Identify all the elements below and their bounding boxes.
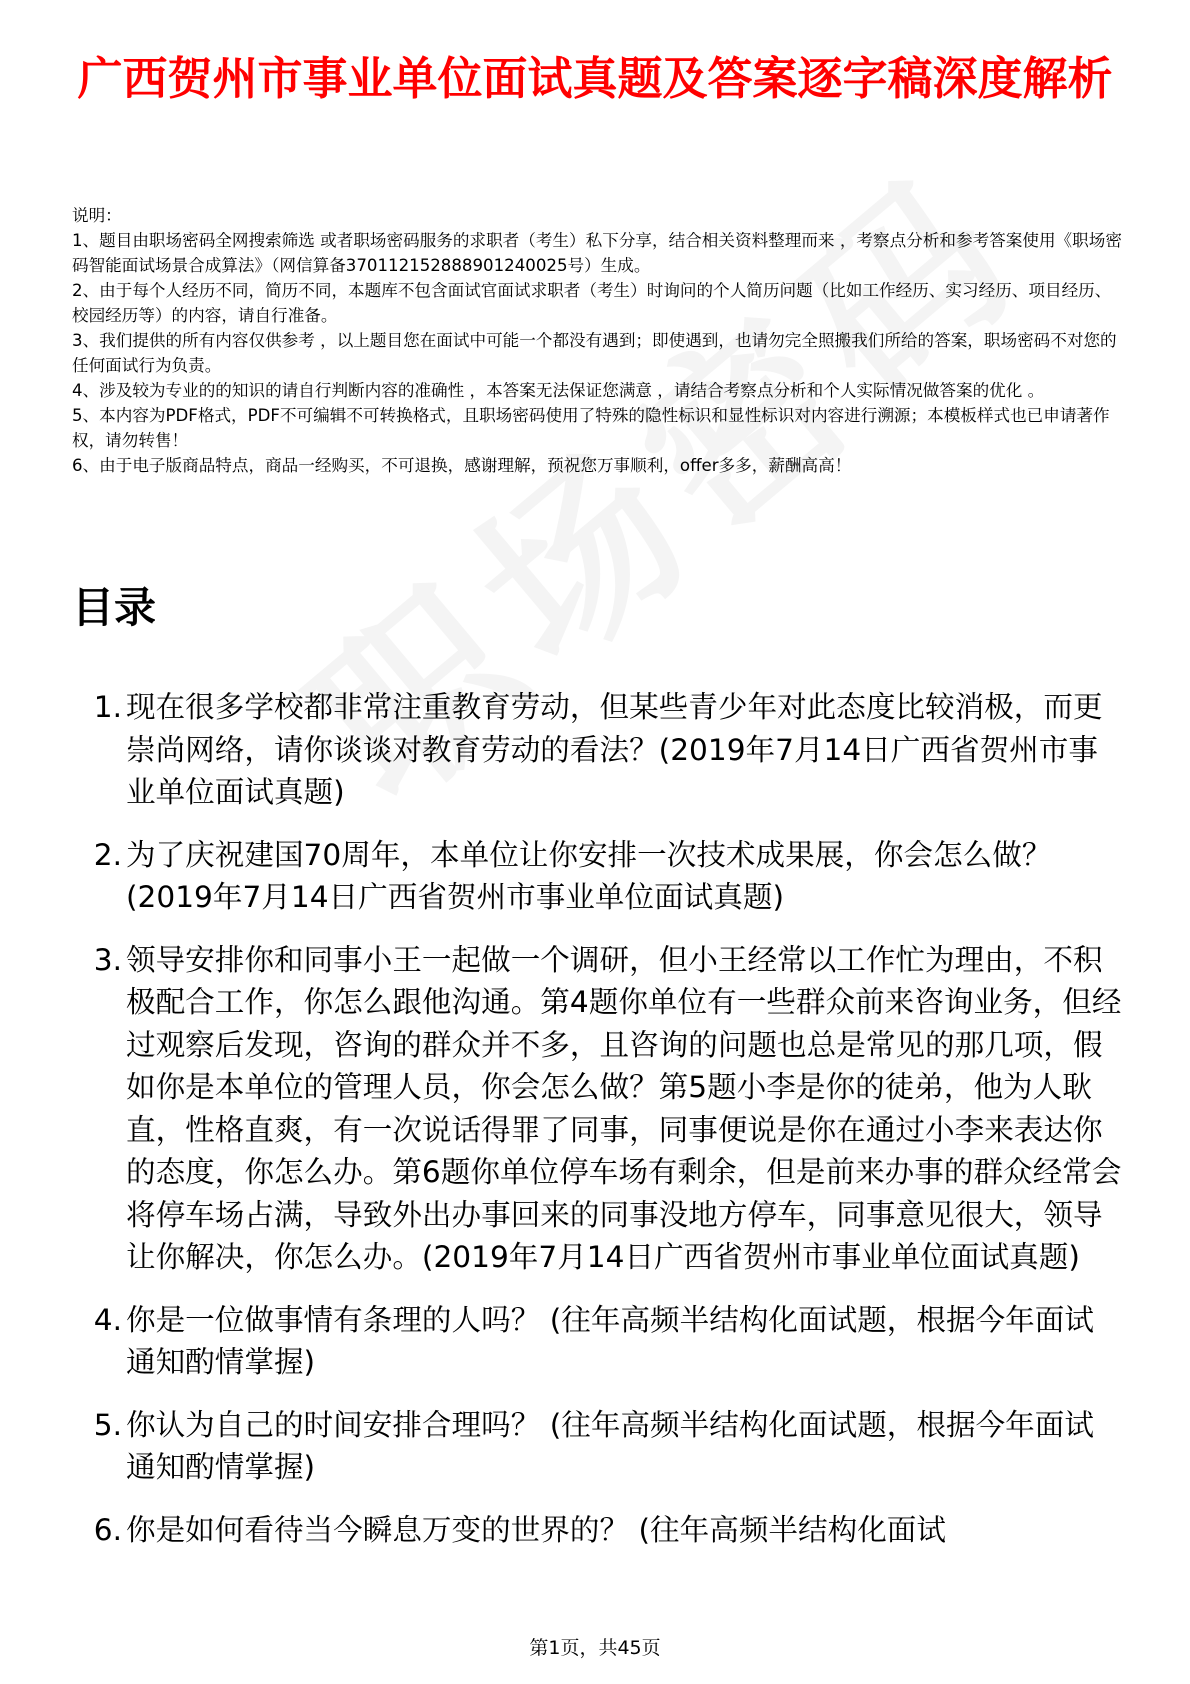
note-item: 5、本内容为PDF格式，PDF不可编辑不可转换格式，且职场密码使用了特殊的隐性标识和显性标识对内容进行溯源；本模板样式也已申请著作权，请勿转售！ — [72, 406, 1110, 450]
toc-item-number: 5. — [93, 1407, 122, 1442]
toc-item-text[interactable]: 为了庆祝建国70周年，本单位让你安排一次技术成果展，你会怎么做？(2019年7月14日广西省贺州市事业单位面试真题) — [126, 837, 1052, 914]
toc-item[interactable] — [72, 834, 1122, 919]
document-title: 广西贺州市事业单位面试真题及答案逐字稿深度解析 — [77, 52, 1113, 105]
note-item: 4、涉及较为专业的的知识的请自行判断内容的准确性 ，本答案无法保证您满意 ，请结合考察点分析和个人实际情况做答案的优化 。 — [72, 381, 1045, 400]
toc-item[interactable] — [72, 686, 1122, 814]
note-item: 6、由于电子版商品特点，商品一经购买，不可退换，感谢理解，预祝您万事顺利，offer多多，薪酬高高！ — [72, 456, 852, 475]
notes-section — [72, 203, 1122, 478]
toc-item-number: 6. — [93, 1512, 122, 1547]
toc-item[interactable] — [72, 1404, 1122, 1489]
toc-item-number: 2. — [93, 837, 122, 872]
toc-item-text[interactable]: 现在很多学校都非常注重教育劳动，但某些青少年对此态度比较消极，而更崇尚网络，请你谈谈对教育劳动的看法？(2019年7月14日广西省贺州市事业单位面试真题) — [126, 690, 1103, 809]
toc-item-number: 1. — [93, 690, 122, 724]
toc-list — [72, 686, 1122, 1571]
toc-item-text[interactable]: 你是一位做事情有条理的人吗？ (往年高频半结构化面试题，根据今年面试通知酌情掌握) — [126, 1302, 1094, 1379]
toc-heading: 目录 — [72, 583, 157, 632]
note-item: 1、题目由职场密码全网搜索筛选 或者职场密码服务的求职者（考生）私下分享，结合相关资料整理而来 ，考察点分析和参考答案使用《职场密码智能面试场景合成算法》（网信算备370112152888901240025号）生成。 — [72, 231, 1122, 275]
notes-heading: 说明： — [72, 206, 122, 225]
toc-item-number: 3. — [93, 942, 122, 977]
toc-item[interactable] — [72, 939, 1122, 1279]
note-item: 3、我们提供的所有内容仅供参考 ，以上题目您在面试中可能一个都没有遇到；即使遇到，也请勿完全照搬我们所给的答案，职场密码不对您的任何面试行为负责。 — [72, 331, 1117, 375]
note-item: 2、由于每个人经历不同，简历不同，本题库不包含面试官面试求职者（考生）时询问的个人简历问题（比如工作经历、实习经历、项目经历、校园经历等）的内容，请自行准备。 — [72, 281, 1112, 325]
toc-item-text[interactable]: 领导安排你和同事小王一起做一个调研，但小王经常以工作忙为理由，不积极配合工作，你怎么跟他沟通。第4题你单位有一些群众前来咨询业务，但经过观察后发现，咨询的群众并不多，且咨询的问题也总是常见的那几项，假如你是本单位的管理人员，你会怎么做？第5题小李是你的徒弟，他为人耿直，性格直爽，有一次说话得罪了同事，同事便说是你在通过小李来表达你的态度，你怎么办。第6题你单位停车场有剩余，但是前来办事的群众经常会将停车场占满，导致外出办事回来的同事没地方停车，同事意见很大，领导让你解决，你怎么办。(2019年7月14日广西省贺州市事业单位面试真题) — [126, 942, 1122, 1274]
toc-item-text[interactable]: 你是如何看待当今瞬息万变的世界的？ (往年高频半结构化面试 — [126, 1512, 946, 1547]
toc-item-number: 4. — [93, 1302, 122, 1337]
page-footer: 第1页，共45页 — [529, 1637, 661, 1659]
toc-item[interactable] — [72, 1509, 1122, 1552]
toc-item-text[interactable]: 你认为自己的时间安排合理吗？ (往年高频半结构化面试题，根据今年面试通知酌情掌握) — [126, 1407, 1094, 1484]
toc-item[interactable] — [72, 1299, 1122, 1384]
